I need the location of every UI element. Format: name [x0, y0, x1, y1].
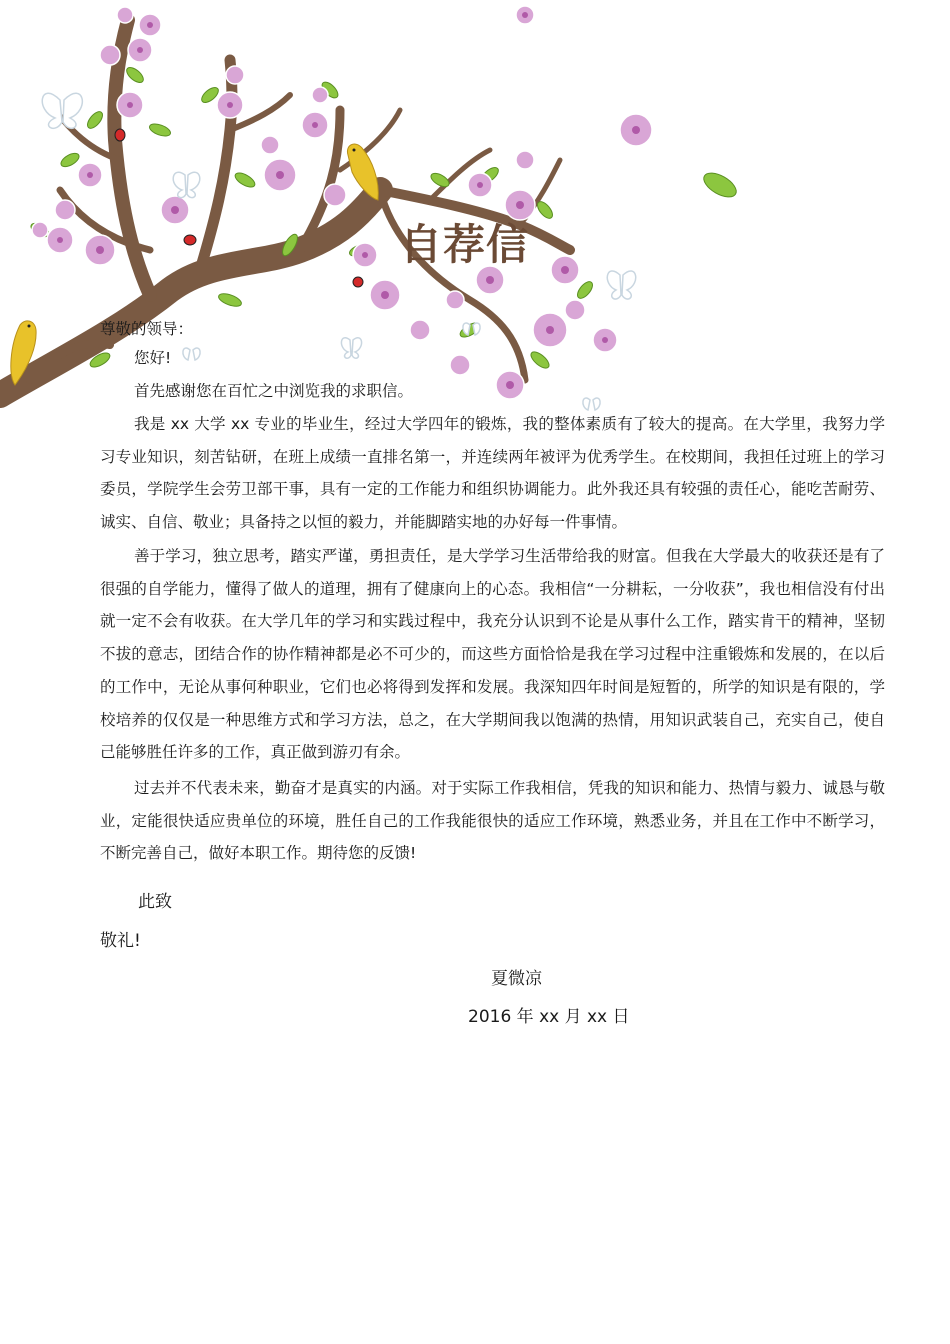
salutation: 尊敬的领导：: [100, 320, 194, 338]
closing-line: 此致: [138, 892, 172, 912]
falling-leaf-icon: [700, 168, 740, 202]
body-paragraph: 过去并不代表未来，勤奋才是真实的内涵。对于实际工作我相信，凭我的知识和能力、热情与毅力、诚恳与敬业，定能很快适应贵单位的环境，胜任自己的工作我能很快的适应工作环境，熟悉业务，并且在工作中不断学习，不断完善自己，做好本职工作。期待您的反馈!: [100, 779, 885, 863]
intro-line: 首先感谢您在百忙之中浏览我的求职信。: [134, 382, 414, 400]
body-paragraph: 善于学习，独立思考，踏实严谨，勇担责任，是大学学习生活带给我的财富。但我在大学最大的收获还是有了很强的自学能力，懂得了做人的道理，拥有了健康向上的心态。我相信“一分耕耘，一分收获”，我也相信没有付出就一定不会有收获。在大学几年的学习和实践过程中，我充分认识到不论是从事什么工作，踏实肯干的精神，坚韧不拔的意志，团结合作的协作精神都是必不可少的，而这些方面恰恰是我在学习过程中注重锻炼和发展的，在以后的工作中，无论从事何种职业，它们也必将得到发挥和发展。我深知四年时间是短暂的，所学的知识是有限的，学校培养的仅仅是一种思维方式和学习方法，总之，在大学期间我以饱满的热情，用知识武装自己，充实自己，使自己能够胜任许多的工作，真正做到游刃有余。: [100, 547, 885, 762]
letter-date: 2016 年 xx 月 xx 日: [468, 1007, 630, 1027]
greeting: 您好!: [134, 349, 172, 367]
closing-regards: 敬礼!: [100, 931, 141, 951]
body-paragraph: 我是 xx 大学 xx 专业的毕业生，经过大学四年的锻炼，我的整体素质有了较大的提高。在大学里，我努力学习专业知识，刻苦钻研，在班上成绩一直排名第一，并连续两年被评为优秀学生。在校期间，我担任过班上的学习委员，学院学生会劳卫部干事，具有一定的工作能力和组织协调能力。此外我还具有较强的责任心，能吃苦耐劳、诚实、自信、敬业；具备持之以恒的毅力，并能脚踏实地的办好每一件事情。: [100, 415, 885, 532]
letter-title: 自荐信: [400, 220, 530, 269]
signer-name: 夏微凉: [491, 969, 542, 989]
